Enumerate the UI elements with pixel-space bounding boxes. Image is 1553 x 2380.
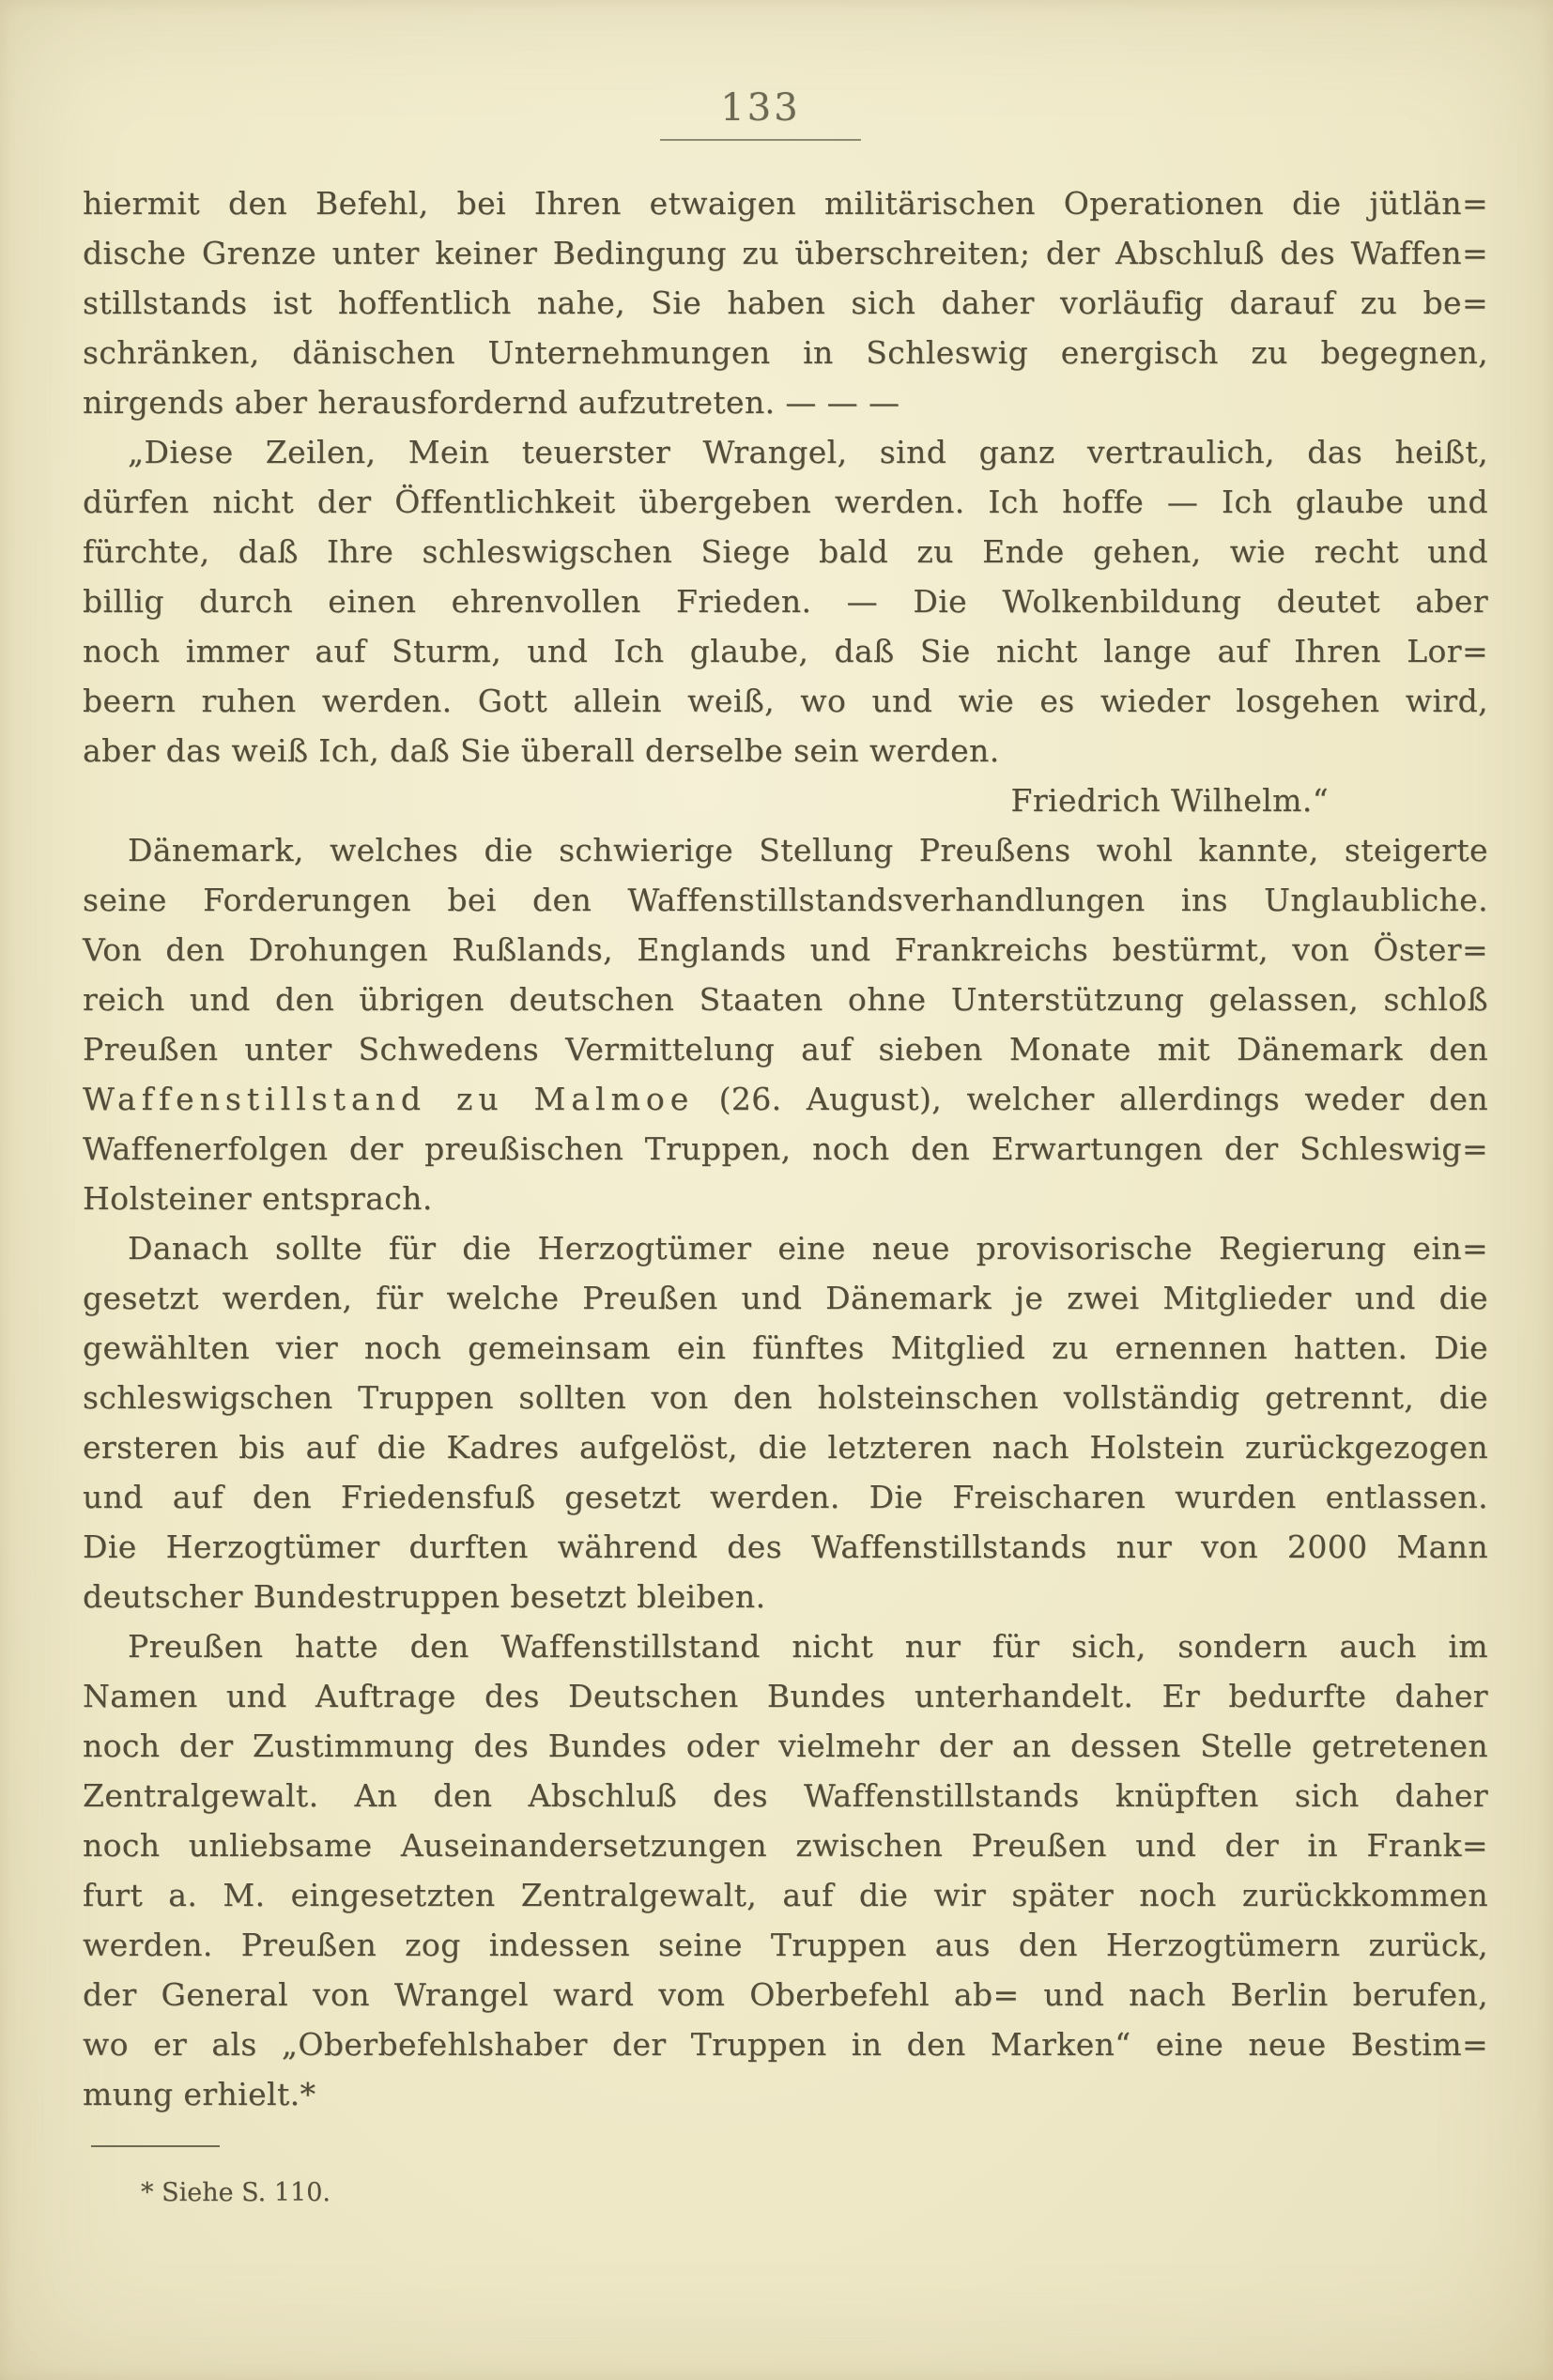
text-line (83, 1920, 1488, 1970)
text-line (83, 875, 1488, 925)
text-line (83, 775, 1488, 825)
line-text: mung erhielt.* (83, 2076, 316, 2112)
text-line (83, 676, 1488, 726)
line-text: hiermit den Befehl, bei Ihren etwaigen militärischen Operationen die jütlän= (83, 185, 1488, 222)
text-line (83, 1472, 1488, 1522)
line-text: noch unliebsame Auseinandersetzungen zwischen Preußen und der in Frank= (83, 1827, 1488, 1864)
text-line (83, 975, 1488, 1024)
line-text: Zentralgewalt. An den Abschluß des Waffenstillstands knüpften sich daher (83, 1777, 1488, 1814)
text-line (83, 278, 1488, 328)
line-text: deutscher Bundestruppen besetzt bleiben. (83, 1578, 766, 1615)
footnote: * Siehe S. 110. (141, 2178, 331, 2207)
line-text: dürfen nicht der Öffentlichkeit übergeben werden. Ich hoffe — Ich glaube und (83, 484, 1488, 520)
text-line (83, 1124, 1488, 1174)
text-line (83, 2069, 1488, 2119)
text-line (83, 1323, 1488, 1373)
line-text: und auf den Friedensfuß gesetzt werden. Die Freischaren wurden entlassen. (83, 1479, 1488, 1515)
text-line (83, 1223, 1488, 1273)
line-text: furt a. M. eingesetzten Zentralgewalt, auf die wir später noch zurückkommen (83, 1877, 1488, 1913)
text-line (83, 1870, 1488, 1920)
line-text: stillstands ist hoffentlich nahe, Sie haben sich daher vorläufig darauf zu be= (83, 284, 1488, 321)
text-line (83, 377, 1488, 427)
text-line (83, 477, 1488, 527)
line-text: fürchte, daß Ihre schleswigschen Siege bald zu Ende gehen, wie recht und (83, 533, 1488, 570)
line-segment: (26. August), welcher allerdings weder den (694, 1081, 1489, 1117)
line-text: Friedrich Wilhelm.“ (1010, 782, 1329, 819)
text-line (83, 1373, 1488, 1422)
text-line (83, 527, 1488, 576)
line-text: schleswigschen Truppen sollten von den holsteinschen vollständig getrennt, die (83, 1379, 1488, 1416)
line-text: beern ruhen werden. Gott allein weiß, wo und wie es wieder losgehen wird, (83, 683, 1488, 719)
footnote-rule (91, 2145, 220, 2147)
page-header (620, 86, 901, 130)
line-text: billig durch einen ehrenvollen Frieden. — Die Wolkenbildung deutet aber (83, 583, 1488, 620)
line-text: gewählten vier noch gemeinsam ein fünftes Mitglied zu ernennen hatten. Die (83, 1329, 1488, 1366)
text-line (83, 726, 1488, 775)
line-text: Dänemark, welches die schwierige Stellung Preußens wohl kannte, steigerte (128, 832, 1488, 868)
line-text: nirgends aber herausfordernd aufzutreten. — — — (83, 384, 900, 421)
line-text: Waffenerfolgen der preußischen Truppen, noch den Erwartungen der Schleswig= (83, 1130, 1488, 1167)
text-line (83, 1671, 1488, 1721)
line-text: seine Forderungen bei den Waffenstillstandsverhandlungen ins Unglaubliche. (83, 882, 1488, 918)
text-line (83, 626, 1488, 676)
line-text: Preußen hatte den Waffenstillstand nicht nur für sich, sondern auch im (128, 1628, 1488, 1665)
line-text: Namen und Auftrage des Deutschen Bundes unterhandelt. Er bedurfte daher (83, 1678, 1488, 1714)
line-text: Preußen unter Schwedens Vermittelung auf sieben Monate mit Dänemark den (83, 1031, 1488, 1067)
page-number-rule (660, 139, 861, 141)
text-line (83, 825, 1488, 875)
spaced-phrase: Waffenstillstand zu Malmoe (83, 1081, 695, 1117)
text-line (83, 1273, 1488, 1323)
text-line (83, 1522, 1488, 1572)
text-line (83, 1721, 1488, 1771)
text-line (83, 1024, 1488, 1074)
line-text: der General von Wrangel ward vom Oberbefehl ab= und nach Berlin berufen, (83, 1976, 1488, 2013)
line-text: Von den Drohungen Rußlands, Englands und Frankreichs bestürmt, von Öster= (83, 931, 1488, 968)
text-line (83, 1422, 1488, 1472)
line-text: noch der Zustimmung des Bundes oder vielmehr der an dessen Stelle getretenen (83, 1727, 1488, 1764)
line-text: gesetzt werden, für welche Preußen und Dänemark je zwei Mitglieder und die (83, 1280, 1488, 1316)
line-text: schränken, dänischen Unternehmungen in Schleswig energisch zu begegnen, (83, 334, 1488, 371)
text-line (83, 1820, 1488, 1870)
text-line (83, 228, 1488, 278)
text-line (83, 328, 1488, 377)
text-line (83, 1621, 1488, 1671)
text-line (83, 1970, 1488, 2019)
text-line (83, 2019, 1488, 2069)
line-text: reich und den übrigen deutschen Staaten ohne Unterstützung gelassen, schloß (83, 981, 1488, 1018)
text-line (83, 1174, 1488, 1223)
text-line (83, 925, 1488, 975)
text-line (83, 427, 1488, 477)
text-line (83, 178, 1488, 228)
page-number: 133 (720, 86, 801, 130)
line-text: dische Grenze unter keiner Bedingung zu überschreiten; der Abschluß des Waffen= (83, 235, 1488, 271)
line-text: wo er als „Oberbefehlshaber der Truppen in den Marken“ eine neue Bestim= (83, 2026, 1488, 2063)
text-line (83, 576, 1488, 626)
line-text: werden. Preußen zog indessen seine Truppen aus den Herzogtümern zurück, (83, 1927, 1488, 1963)
line-text: „Diese Zeilen, Mein teuerster Wrangel, sind ganz vertraulich, das heißt, (128, 434, 1488, 470)
line-text: Holsteiner entsprach. (83, 1180, 433, 1217)
text-line (83, 1771, 1488, 1820)
line-text: noch immer auf Sturm, und Ich glaube, daß Sie nicht lange auf Ihren Lor= (83, 633, 1488, 669)
body-text (83, 178, 1488, 2119)
line-text: aber das weiß Ich, daß Sie überall derselbe sein werden. (83, 732, 1000, 769)
text-line (83, 1074, 1488, 1124)
line-text: ersteren bis auf die Kadres aufgelöst, die letzteren nach Holstein zurückgezogen (83, 1429, 1488, 1466)
line-text: Danach sollte für die Herzogtümer eine neue provisorische Regierung ein= (128, 1230, 1488, 1267)
text-line (83, 1572, 1488, 1621)
line-text: Die Herzogtümer durften während des Waffenstillstands nur von 2000 Mann (83, 1528, 1488, 1565)
